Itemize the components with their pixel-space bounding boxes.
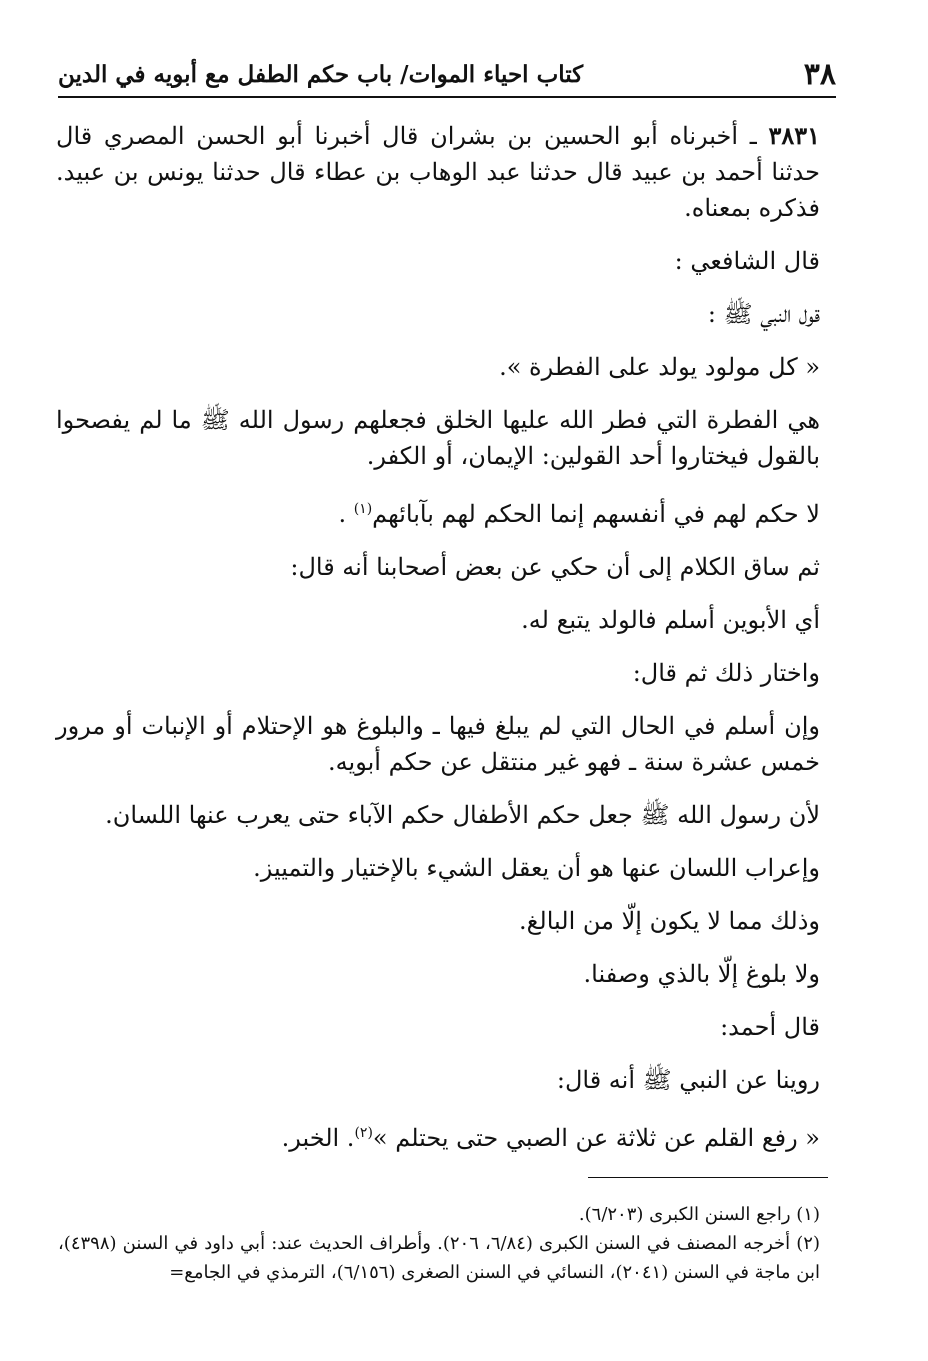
running-head: كتاب احياء الموات/ باب حكم الطفل مع أبويه في الدين	[58, 60, 584, 88]
paragraph: واختار ذلك ثم قال:	[632, 659, 820, 687]
footnote-marker: (١)	[353, 501, 373, 517]
footnote-1: (١) راجع السنن الكبرى (٦/٢٠٣).	[578, 1204, 820, 1225]
paragraph-end: . الخبر.	[281, 1124, 355, 1152]
hadith-number: ٣٨٣١	[768, 121, 820, 150]
footnote-2: (٢) أخرجه المصنف في السنن الكبرى (٦/٨٤، ٢٠٦). وأطراف الحديث عند: أبي داود في السنن (٤٣٩٨)، ابن ماجة في السنن (٢٠٤١)، النسائي في السنن الصغرى (٦/١٥٦)، الترمذي في الجامع=	[58, 1233, 820, 1283]
paragraph: وإعراب اللسان عنها هو أن يعقل الشيء بالإختيار والتمييز.	[253, 854, 820, 882]
quote-paragraph	[56, 1115, 820, 1156]
footnote-marker: (٢)	[354, 1125, 373, 1141]
paragraph: وإن أسلم في الحال التي لم يبلغ فيها ـ والبلوغ هو الإحتلام أو الإنبات أو مرور خمس عشرة سنة ـ فهو غير منتقل عن حكم أبويه.	[56, 712, 820, 776]
paragraph-text: « رفع القلم عن ثلاثة عن الصبي حتى يحتلم »	[372, 1124, 820, 1152]
paragraph: قول النبي ﷺ :	[707, 300, 820, 328]
footnote-rule	[588, 1177, 828, 1178]
paragraph: روينا عن النبي ﷺ أنه قال:	[556, 1066, 820, 1094]
hadith-paragraph	[56, 118, 820, 226]
page-number: ٣٨	[803, 56, 836, 92]
paragraph-text: لا حكم لهم في أنفسهم إنما الحكم لهم بآبائهم	[372, 500, 820, 528]
paragraph: قال الشافعي :	[674, 247, 820, 275]
hadith-text: ـ أخبرناه أبو الحسين بن بشران قال أخبرنا أبو الحسن المصري قال حدثنا أحمد بن عبيد قال حدثنا عبد الوهاب بن عطاء قال حدثنا يونس بن عبيد. فذكره بمعناه.	[56, 122, 820, 222]
paragraph	[56, 491, 820, 532]
paragraph-end: .	[338, 500, 354, 528]
page-header	[58, 52, 836, 96]
paragraph: هي الفطرة التي فطر الله عليها الخلق فجعلهم رسول الله ﷺ ما لم يفصحوا بالقول فيختاروا أحد القولين: الإيمان، أو الكفر.	[56, 406, 820, 470]
footnotes	[58, 1200, 820, 1287]
paragraph: ولا بلوغ إلّا بالذي وصفنا.	[583, 960, 820, 988]
paragraph: ثم ساق الكلام إلى أن حكي عن بعض أصحابنا أنه قال:	[290, 553, 820, 581]
main-text	[56, 118, 820, 1173]
quote-paragraph: « كل مولود يولد على الفطرة ».	[499, 353, 820, 381]
paragraph: لأن رسول الله ﷺ جعل حكم الأطفال حكم الآباء حتى يعرب عنها اللسان.	[105, 801, 820, 829]
paragraph: وذلك مما لا يكون إلّا من البالغ.	[518, 907, 820, 935]
header-rule	[58, 96, 836, 98]
paragraph: قال أحمد:	[720, 1013, 820, 1041]
paragraph: أي الأبوين أسلم فالولد يتبع له.	[521, 606, 820, 634]
